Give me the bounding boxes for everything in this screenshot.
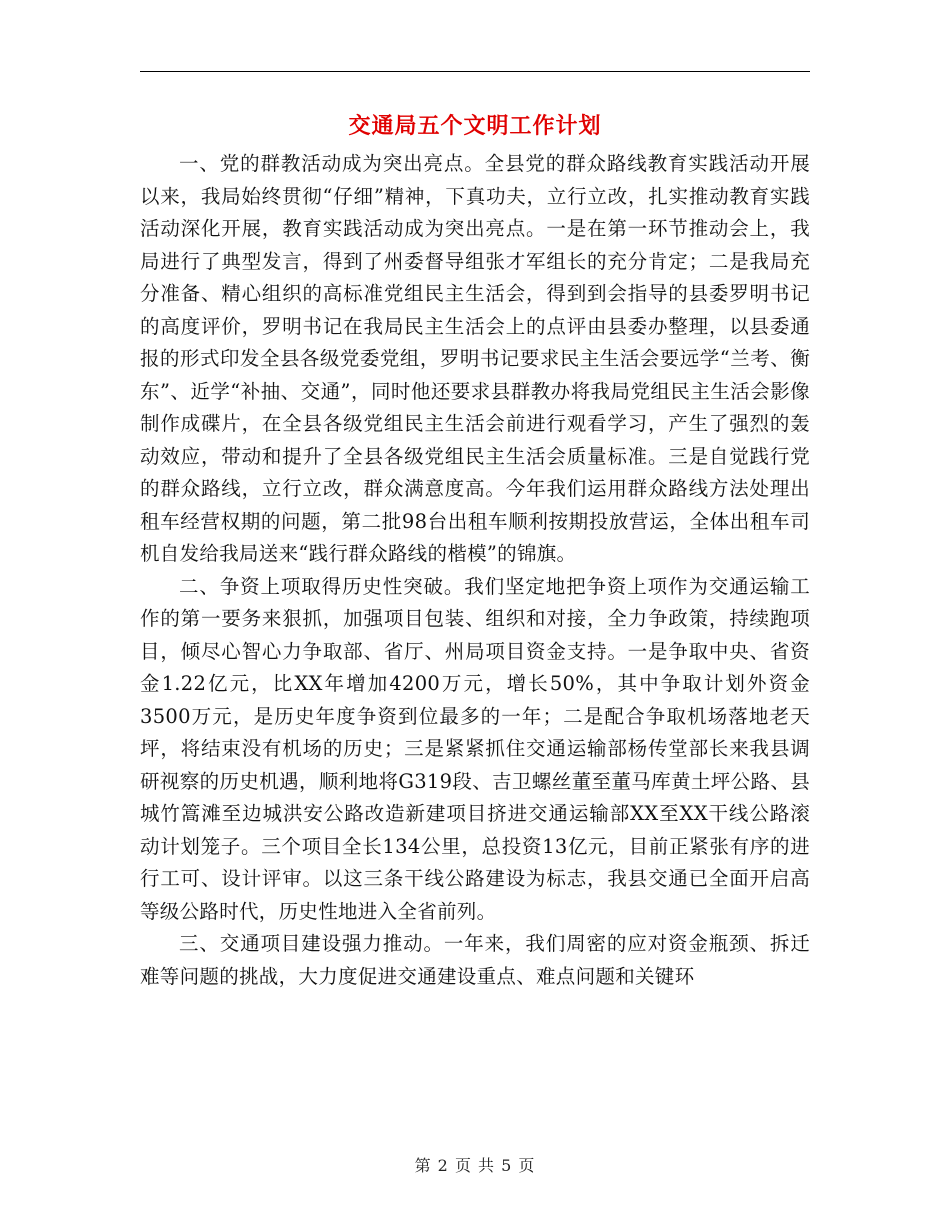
document-body (140, 148, 810, 993)
paragraph-party-mass-line: 一、党的群教活动成为突出亮点。全县党的群众路线教育实践活动开展以来，我局始终贯彻“仔细”精神，下真功夫，立行立改，扎实推动教育实践活动深化开展，教育实践活动成为突出亮点。一是在第一环节推动会上，我局进行了典型发言，得到了州委督导组张才军组长的充分肯定；二是我局充分准备、精心组织的高标准党组民主生活会，得到到会指导的县委罗明书记的高度评价，罗明书记在我局民主生活会上的点评由县委办整理，以县委通报的形式印发全县各级党委党组，罗明书记要求民主生活会要远学“兰考、衡东”、近学“补抽、交通”，同时他还要求县群教办将我局党组民主生活会影像制作成碟片，在全县各级党组民主生活会前进行观看学习，产生了强烈的轰动效应，带动和提升了全县各级党组民主生活会质量标准。三是自觉践行党的群众路线，立行立改，群众满意度高。今年我们运用群众路线方法处理出租车经营权期的问题，第二批98台出租车顺利按期投放营运，全体出租车司机自发给我局送来“践行群众路线的楷模”的锦旗。 (140, 152, 810, 565)
header-rule (140, 71, 810, 72)
paragraph-project-construction: 三、交通项目建设强力推动。一年来，我们周密的应对资金瓶颈、拆迁难等问题的挑战，大力度促进交通建设重点、难点问题和关键环 (140, 932, 810, 988)
document-title: 交通局五个文明工作计划 (348, 113, 602, 139)
paragraph-funding-projects: 二、争资上项取得历史性突破。我们坚定地把争资上项作为交通运输工作的第一要务来狠抓，加强项目包装、组织和对接，全力争政策，持续跑项目，倾尽心智心力争取部、省厅、州局项目资金支持。一是争取中央、省资金1.22亿元，比XX年增加4200万元，增长50%，其中争取计划外资金3500万元，是历史年度争资到位最多的一年；二是配合争取机场落地老天坪，将结束没有机场的历史；三是紧紧抓住交通运输部杨传堂部长来我县调研视察的历史机遇，顺利地将G319段、吉卫螺丝董至董马库黄土坪公路、县城竹篙滩至边城洪安公路改造新建项目挤进交通运输部XX至XX干线公路滚动计划笼子。三个项目全长134公里，总投资13亿元，目前正紧张有序的进行工可、设计评审。以这三条干线公路建设为标志，我县交通已全面开启高等级公路时代，历史性地进入全省前列。 (140, 574, 810, 923)
page-number: 第 2 页 共 5 页 (414, 1156, 536, 1175)
